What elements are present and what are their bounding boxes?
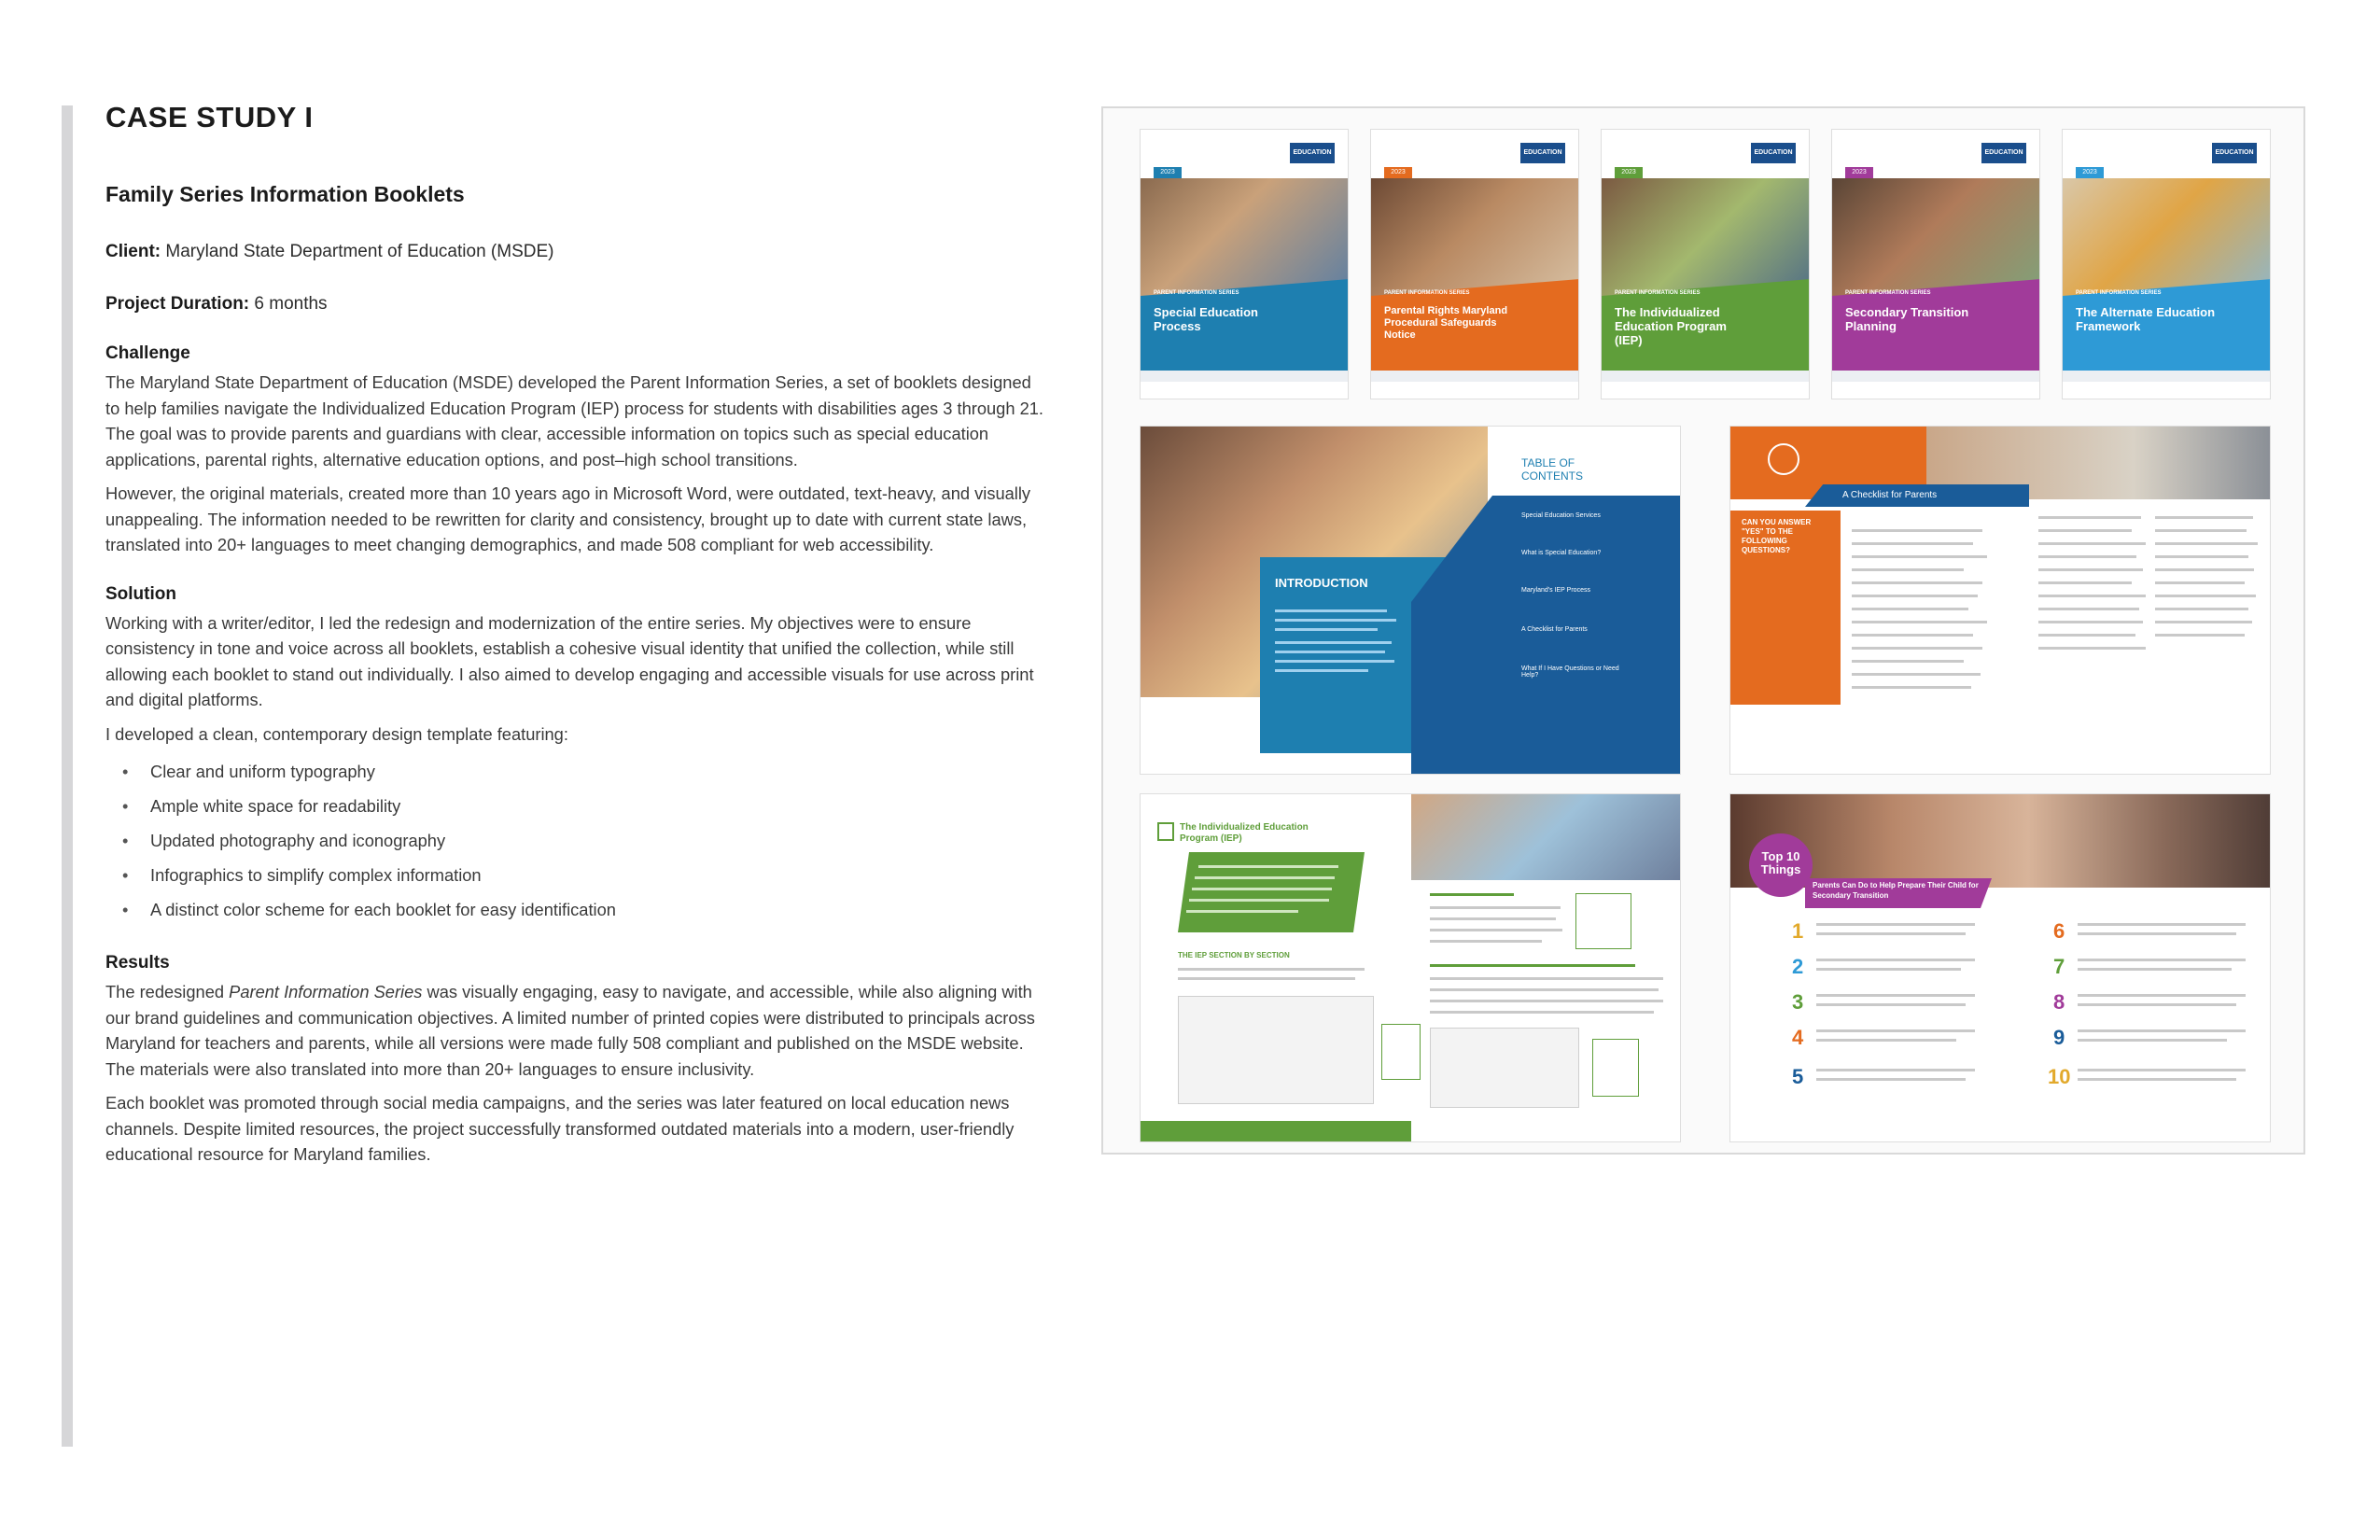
text-line: [1430, 1000, 1663, 1002]
text-line: [1275, 651, 1385, 653]
text-line: [1275, 641, 1392, 644]
text-line: [1430, 977, 1663, 980]
text-line: [2038, 555, 2136, 558]
project-subtitle: Family Series Information Booklets: [105, 182, 465, 206]
item-number: 3: [1792, 990, 1804, 1014]
text-line: [2038, 516, 2141, 519]
text-line: [2078, 994, 2246, 997]
bullet-item: • Ample white space for readability: [105, 789, 1048, 823]
text-line: [2155, 634, 2245, 637]
cover-footer: [1602, 371, 1810, 382]
text-line: [2078, 1069, 2246, 1071]
cover-series: PARENT INFORMATION SERIES: [1615, 290, 1701, 296]
text-line: [2038, 542, 2146, 545]
cover-series: PARENT INFORMATION SERIES: [2076, 290, 2162, 296]
booklet-cover: [1601, 129, 1810, 399]
case-study-text: [105, 101, 1048, 1168]
cover-year: 2023: [1615, 167, 1643, 178]
cover-photo: [1371, 178, 1579, 300]
text-line: [2078, 1039, 2227, 1042]
text-line: [2038, 595, 2146, 597]
item-number: 5: [1792, 1065, 1804, 1088]
text-line: [1816, 959, 1975, 961]
case-title: CASE STUDY I: [105, 101, 314, 133]
toc-item: Special Education Services: [1521, 512, 1601, 519]
checklist-heading: A Checklist for Parents: [1842, 490, 1938, 500]
teens-photo: [1730, 794, 2271, 888]
client-line: [105, 239, 1048, 265]
item-number: 6: [2053, 919, 2065, 943]
duration-line: [105, 291, 1048, 317]
text-line: [1852, 608, 1968, 610]
text-line: [1852, 647, 1982, 650]
results-text-a: The redesigned: [105, 982, 230, 1001]
toc-item: What If I Have Questions or Need Help?: [1521, 665, 1619, 679]
text-line: [2155, 621, 2252, 623]
toc-item: Maryland's IEP Process: [1521, 587, 1590, 594]
cover-photo: [1832, 178, 2040, 300]
item-number: 9: [2053, 1026, 2065, 1049]
spread-top-10: [1729, 793, 2271, 1142]
cover-title: Special Education Process: [1154, 305, 1258, 333]
iep-heading: The Individualized Education Program (IEP): [1180, 822, 1309, 844]
text-line: [1198, 865, 1338, 868]
text-line: [2078, 1029, 2246, 1032]
text-line: [2078, 968, 2232, 971]
text-line: [1275, 669, 1368, 672]
toc-item: What is Special Education?: [1521, 550, 1602, 556]
text-line: [2155, 568, 2254, 571]
text-line: [2038, 568, 2143, 571]
booklet-cover: [1370, 129, 1579, 399]
iep-section-heading: THE IEP SECTION BY SECTION: [1178, 951, 1290, 959]
text-line: [2038, 608, 2139, 610]
top-10-heading: Parents Can Do to Help Prepare Their Child for Secondary Transition: [1813, 881, 1979, 900]
cover-series: PARENT INFORMATION SERIES: [1384, 290, 1470, 296]
booklet-cover: [2062, 129, 2271, 399]
text-line: [1816, 1003, 1966, 1006]
text-line: [1816, 923, 1975, 926]
cover-series: PARENT INFORMATION SERIES: [1154, 290, 1239, 296]
text-line: [2155, 595, 2256, 597]
msde-logo: EDUCATION: [1520, 143, 1565, 163]
text-line: [2078, 1003, 2236, 1006]
toc-heading: TABLE OF CONTENTS: [1521, 456, 1583, 483]
text-line: [2155, 581, 2245, 584]
text-line: [1816, 1029, 1975, 1032]
text-line: [1816, 994, 1975, 997]
solution-paragraph-1: Working with a writer/editor, I led the redesign and modernization of the entire series. My objectives were to ensure consistency in tone and voice across all booklets, establish a cohesive visual identity that unified the collection, while still allowing each booklet to stand out individually. I also aimed to develop engaging and accessible visuals for use across print and digital platforms.: [105, 612, 1034, 709]
challenge-heading: Challenge: [105, 343, 190, 363]
booklet-showcase-panel: [1101, 106, 2305, 1155]
spread-iep: [1140, 793, 1681, 1142]
results-paragraph-2: Each booklet was promoted through social media campaigns, and the series was later featured on local education news channels. Despite limited resources, the project successfully transformed outdated materials into a modern, user-friendly educational resource for Maryland families.: [105, 1093, 1015, 1164]
text-line: [2155, 529, 2247, 532]
spread-checklist: [1729, 426, 2271, 775]
text-line: [1816, 968, 1961, 971]
text-line: [1816, 1078, 1966, 1081]
text-line: [2078, 959, 2246, 961]
series-name: Parent Information Series: [229, 982, 423, 1001]
cover-series: PARENT INFORMATION SERIES: [1845, 290, 1931, 296]
text-line: [1430, 1011, 1654, 1014]
text-line: [2155, 608, 2248, 610]
text-line: [1852, 542, 1973, 545]
challenge-paragraph-1: The Maryland State Department of Education (MSDE) developed the Parent Information Series, a set of booklets designed to help families navigate the Individualized Education Program (IEP) process for students with disabilities ages 3 through 21. The goal was to provide parents and guardians with clear, accessible information on topics such as special education applications, parental rights, alternative education options, and post–high school transitions.: [105, 372, 1044, 469]
text-line: [1430, 940, 1542, 943]
results-heading: Results: [105, 953, 170, 973]
form-sample: [1178, 996, 1374, 1104]
client-value: Maryland State Department of Education (MSDE): [165, 242, 554, 261]
text-line: [2038, 581, 2132, 584]
cover-title: The Alternate Education Framework: [2076, 305, 2216, 333]
callout-box: [1592, 1039, 1639, 1097]
text-line: [1275, 609, 1387, 612]
magnifier-icon: [1768, 443, 1799, 475]
text-line: [1852, 595, 1978, 597]
bullet-item: • Clear and uniform typography: [105, 754, 1048, 789]
text-line: [1195, 876, 1335, 879]
callout-box: [1381, 1024, 1421, 1080]
item-number: 1: [1792, 919, 1804, 943]
text-line: [1852, 568, 1964, 571]
text-line: [1430, 929, 1562, 931]
callout-box: [1575, 893, 1631, 949]
item-number: 2: [1792, 955, 1804, 978]
msde-logo: EDUCATION: [1290, 143, 1335, 163]
cover-footer: [1141, 371, 1349, 382]
cover-photo: [1602, 178, 1810, 300]
text-line: [2155, 555, 2248, 558]
cover-year: 2023: [1154, 167, 1182, 178]
cover-footer: [1832, 371, 2040, 382]
iep-intro-box: [1178, 852, 1365, 932]
booklet-cover: [1831, 129, 2040, 399]
cover-year: 2023: [1384, 167, 1412, 178]
checklist-question: CAN YOU ANSWER "YES" TO THE FOLLOWING QUESTIONS?: [1742, 518, 1812, 554]
client-label: Client:: [105, 242, 161, 261]
spread-introduction-toc: [1140, 426, 1681, 775]
cover-photo: [1141, 178, 1349, 300]
text-line: [1816, 932, 1966, 935]
top-10-label: Top 10 Things: [1760, 849, 1801, 876]
text-line: [2038, 634, 2135, 637]
item-number: 4: [1792, 1026, 1804, 1049]
text-line: [1430, 917, 1556, 920]
text-line: [2038, 647, 2146, 650]
duration-label: Project Duration:: [105, 294, 250, 314]
cover-footer: [1371, 371, 1579, 382]
text-line: [2155, 542, 2258, 545]
text-line: [1430, 964, 1635, 967]
text-line: [1816, 1039, 1956, 1042]
text-line: [1275, 660, 1394, 663]
accent-bar: [62, 105, 73, 1447]
cover-title: Secondary Transition Planning: [1845, 305, 1969, 333]
form-sample: [1430, 1028, 1579, 1108]
text-line: [1852, 634, 1973, 637]
results-text-b: was visually engaging, easy to navigate, and accessible, while also aligning with our brand guidelines and communication objectives. A limited number of printed copies were distributed to principals across Maryland for teachers and parents, while all versions were made fully 508 compliant and published on the MSDE website. The materials were also translated into more than 20+ languages to ensure inclusivity.: [105, 982, 1035, 1079]
cover-footer: [2063, 371, 2271, 382]
text-line: [1852, 673, 1981, 676]
text-line: [1852, 686, 1971, 689]
item-number: 10: [2048, 1065, 2071, 1088]
students-photo: [1411, 794, 1681, 880]
cover-photo: [2063, 178, 2271, 300]
text-line: [2038, 621, 2143, 623]
text-line: [2078, 932, 2236, 935]
text-line: [1816, 1069, 1975, 1071]
results-paragraph-1: [105, 979, 1048, 1082]
cover-year: 2023: [2076, 167, 2104, 178]
booklet-cover: [1140, 129, 1349, 399]
cover-title: Parental Rights Maryland Procedural Safeguards Notice: [1384, 305, 1508, 341]
duration-value: 6 months: [254, 294, 328, 314]
intro-heading: INTRODUCTION: [1275, 576, 1368, 590]
text-line: [1275, 628, 1378, 631]
solution-heading: Solution: [105, 583, 176, 604]
text-line: [1186, 910, 1298, 913]
text-line: [1430, 893, 1514, 896]
text-line: [1192, 888, 1332, 890]
text-line: [1852, 555, 1987, 558]
text-line: [2038, 529, 2132, 532]
solution-bullet-list: [105, 754, 1048, 927]
text-line: [2078, 1078, 2236, 1081]
text-line: [1852, 529, 1982, 532]
bullet-item: • Updated photography and iconography: [105, 823, 1048, 858]
cover-title: The Individualized Education Program (IEP): [1615, 305, 1727, 347]
text-line: [1189, 899, 1329, 902]
text-line: [1178, 977, 1355, 980]
text-line: [2078, 923, 2246, 926]
text-line: [1430, 988, 1659, 991]
msde-logo: EDUCATION: [1981, 143, 2026, 163]
challenge-paragraph-2: However, the original materials, created more than 10 years ago in Microsoft Word, were outdated, text-heavy, and visually unappealing. The information needed to be rewritten for clarity and consistency, brought up to date with current state laws, translated into 20+ languages to meet changing demographics, and made 508 compliant for web accessibility.: [105, 483, 1031, 554]
text-line: [1852, 581, 1982, 584]
toc-item: A Checklist for Parents: [1521, 626, 1588, 633]
green-footer: [1141, 1121, 1411, 1142]
msde-logo: EDUCATION: [1751, 143, 1796, 163]
text-line: [2155, 516, 2253, 519]
text-line: [1178, 968, 1365, 971]
text-line: [1852, 621, 1987, 623]
msde-logo: EDUCATION: [2212, 143, 2257, 163]
cover-year: 2023: [1845, 167, 1873, 178]
item-number: 7: [2053, 955, 2065, 978]
item-number: 8: [2053, 990, 2065, 1014]
document-icon: [1157, 822, 1174, 841]
bullet-item: • Infographics to simplify complex information: [105, 858, 1048, 892]
text-line: [1852, 660, 1964, 663]
text-line: [1430, 906, 1561, 909]
bullet-item: • A distinct color scheme for each booklet for easy identification: [105, 892, 1048, 927]
text-line: [1275, 619, 1396, 622]
solution-paragraph-2: I developed a clean, contemporary design template featuring:: [105, 723, 568, 744]
